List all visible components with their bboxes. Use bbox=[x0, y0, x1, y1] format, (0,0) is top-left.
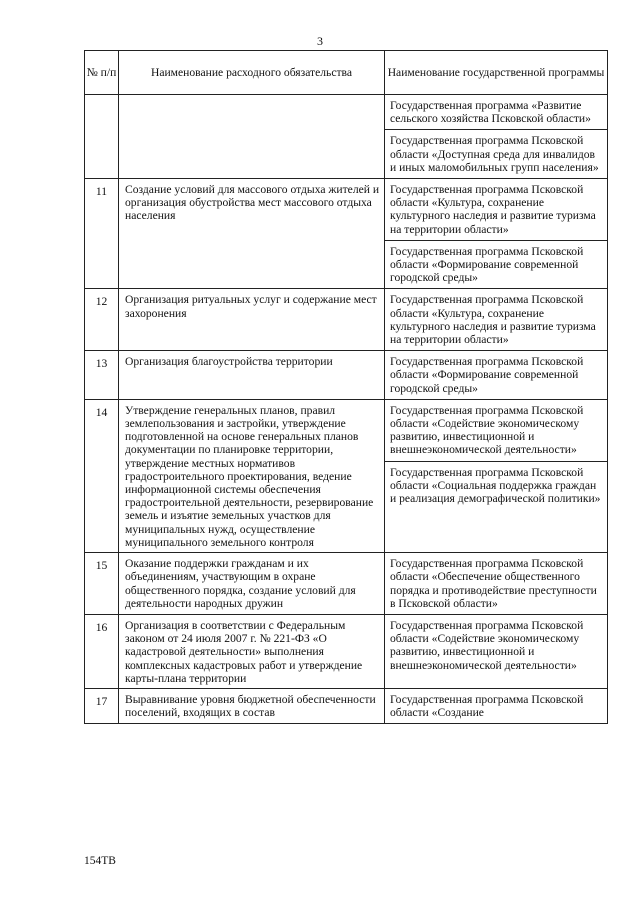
obligation-text bbox=[119, 95, 384, 102]
program-cell bbox=[385, 179, 608, 289]
program-cell bbox=[385, 351, 608, 400]
program-name: Государственная программа Псковской области «Социальная поддержка граждан и реализация демографической политики» bbox=[390, 465, 601, 506]
row-number: 16 bbox=[85, 614, 119, 688]
row-number bbox=[85, 95, 119, 179]
program-name: Государственная программа Псковской области «Создание bbox=[390, 692, 584, 720]
obligation-cell bbox=[119, 95, 385, 179]
program-name: Государственная программа Псковской области «Культура, сохранение культурного наследия и развитие туризма на территории области» bbox=[390, 293, 596, 347]
header-obligation: Наименование расходного обязательства bbox=[119, 51, 385, 95]
obligation-cell bbox=[119, 289, 385, 351]
obligation-text: Организация ритуальных услуг и содержание мест захоронения bbox=[125, 293, 377, 320]
program-name: Государственная программа Псковской области «Обеспечение общественного порядка и противодействие преступности в Псковской области» bbox=[390, 557, 597, 610]
obligation-cell bbox=[119, 553, 385, 615]
program-name: Государственная программа Псковской области «Содействие экономическому развитию, инвестиционной и внешнеэкономической деятельности» bbox=[385, 400, 607, 462]
row-number: 14 bbox=[85, 399, 119, 552]
program-cell bbox=[385, 553, 608, 615]
program-cell bbox=[385, 289, 608, 351]
row-number: 11 bbox=[85, 179, 119, 289]
header-num: № п/п bbox=[85, 51, 119, 95]
program-cell bbox=[385, 688, 608, 723]
obligation-text: Оказание поддержки гражданам и их объединениям, участвующим в охране общественного порядка, создание условий для деятельности народных дружин bbox=[125, 557, 356, 610]
table-body bbox=[85, 95, 608, 724]
header-program: Наименование государственной программы bbox=[385, 51, 608, 95]
table-row bbox=[85, 179, 608, 289]
row-number: 13 bbox=[85, 351, 119, 400]
obligation-cell bbox=[119, 399, 385, 552]
program-name: Государственная программа «Развитие сельского хозяйства Псковской области» bbox=[385, 95, 607, 130]
table-row bbox=[85, 688, 608, 723]
obligation-cell bbox=[119, 351, 385, 400]
program-name: Государственная программа Псковской области «Содействие экономическому развитию, инвестиционной и внешнеэкономической деятельности» bbox=[390, 618, 584, 672]
table-row bbox=[85, 553, 608, 615]
obligation-text: Организация благоустройства территории bbox=[125, 355, 333, 369]
table-row bbox=[85, 351, 608, 400]
program-name: Государственная программа Псковской области «Доступная среда для инвалидов и иных маломобильных групп населения» bbox=[390, 134, 599, 174]
obligation-cell bbox=[119, 614, 385, 688]
table-row bbox=[85, 289, 608, 351]
row-number: 15 bbox=[85, 553, 119, 615]
expenditure-table bbox=[84, 50, 608, 724]
program-name: Государственная программа Псковской области «Культура, сохранение культурного наследия и развитие туризма на территории области» bbox=[385, 179, 607, 241]
row-number: 17 bbox=[85, 688, 119, 723]
obligation-text: Организация в соответствии с Федеральным законом от 24 июля 2007 г. № 221-ФЗ «О кадастровой деятельности» выполнения комплексных кадастровых работ и утверждение карты-плана территории bbox=[125, 618, 363, 685]
program-cell bbox=[385, 399, 608, 552]
program-name: Государственная программа Псковской области «Формирование современной городской среды» bbox=[390, 244, 584, 285]
obligation-cell bbox=[119, 179, 385, 289]
page-number: 3 bbox=[317, 34, 323, 48]
obligation-text: Создание условий для массового отдыха жителей и организация обустройства мест массового отдыха населения bbox=[125, 183, 380, 223]
table-header-row bbox=[85, 51, 608, 95]
program-cell bbox=[385, 95, 608, 179]
obligation-cell bbox=[119, 688, 385, 723]
table-row bbox=[85, 614, 608, 688]
row-number: 12 bbox=[85, 289, 119, 351]
obligation-text: Выравнивание уровня бюджетной обеспеченности поселений, входящих в состав bbox=[125, 692, 376, 720]
program-cell bbox=[385, 614, 608, 688]
program-name: Государственная программа Псковской области «Формирование современной городской среды» bbox=[390, 355, 584, 395]
table-row bbox=[85, 399, 608, 552]
document-code: 154ТВ bbox=[84, 855, 116, 867]
obligation-text: Утверждение генеральных планов, правил землепользования и застройки, утверждение подготовленной на основе генеральных планов документации по планировке территории, утверждение местных нормативов градостроительного проектирования, ведение информационной системы обеспечения градостроительной деятельности, резервирование земель и изъятие земельных участков для муниципальных нужд, осуществление муниципального земельного контроля bbox=[125, 403, 374, 549]
table-row bbox=[85, 95, 608, 179]
